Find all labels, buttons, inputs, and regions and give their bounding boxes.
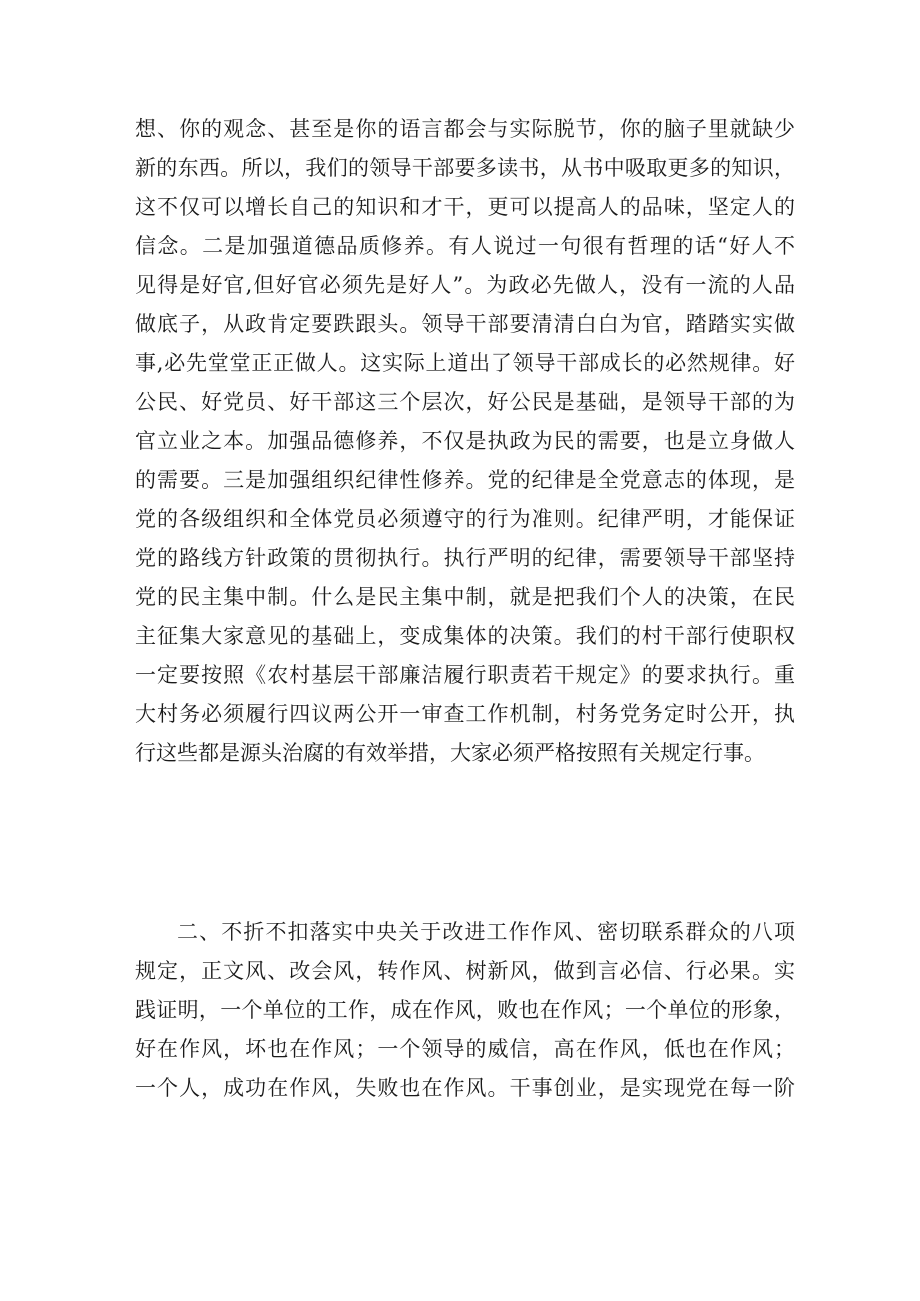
text-line: 事,必先堂堂正正做人。这实际上道出了领导干部成长的必然规律。好 [135, 351, 795, 375]
paragraph-2 [135, 913, 795, 1108]
text-line: 官立业之本。加强品德修养，不仅是执政为民的需要，也是立身做人 [135, 429, 795, 453]
text-line: 见得是好官,但好官必须先是好人”。为政必先做人，没有一流的人品 [135, 273, 795, 297]
text-line: 大村务必须履行四议两公开一审查工作机制，村务党务定时公开，执 [135, 702, 795, 726]
text-line: 党的路线方针政策的贯彻执行。执行严明的纪律，需要领导干部坚持 [135, 546, 795, 570]
text-line: 党的各级组织和全体党员必须遵守的行为准则。纪律严明，才能保证 [135, 507, 795, 531]
text-line: 主征集大家意见的基础上，变成集体的决策。我们的村干部行使职权 [135, 624, 795, 648]
text-line: 一定要按照《农村基层干部廉洁履行职责若干规定》的要求执行。重 [135, 663, 795, 687]
text-line: 这不仅可以增长自己的知识和才干，更可以提高人的品味，坚定人的 [135, 195, 795, 219]
text-line: 想、你的观念、甚至是你的语言都会与实际脱节，你的脑子里就缺少 [135, 117, 795, 141]
paragraph-1 [135, 110, 795, 773]
text-line: 践证明，一个单位的工作，成在作风，败也在作风；一个单位的形象， [135, 998, 795, 1022]
text-line: 党的民主集中制。什么是民主集中制，就是把我们个人的决策，在民 [135, 585, 795, 609]
text-line: 的需要。三是加强组织纪律性修养。党的纪律是全党意志的体现，是 [135, 468, 795, 492]
text-line: 公民、好党员、好干部这三个层次，好公民是基础，是领导干部的为 [135, 390, 795, 414]
text-line: 二、不折不扣落实中央关于改进工作作风、密切联系群众的八项 [177, 920, 795, 944]
text-line: 规定，正文风、改会风，转作风、树新风，做到言必信、行必果。实 [135, 959, 795, 983]
text-line: 行这些都是源头治腐的有效举措，大家必须严格按照有关规定行事。 [135, 741, 765, 765]
text-line: 做底子，从政肯定要跌跟头。领导干部要清清白白为官，踏踏实实做 [135, 312, 795, 336]
text-line: 好在作风，坏也在作风；一个领导的威信，高在作风，低也在作风； [135, 1037, 795, 1061]
text-line: 新的东西。所以，我们的领导干部要多读书，从书中吸取更多的知识， [135, 156, 795, 180]
text-line: 信念。二是加强道德品质修养。有人说过一句很有哲理的话“好人不 [135, 234, 795, 258]
text-line: 一个人，成功在作风，失败也在作风。干事创业，是实现党在每一阶 [135, 1076, 795, 1100]
